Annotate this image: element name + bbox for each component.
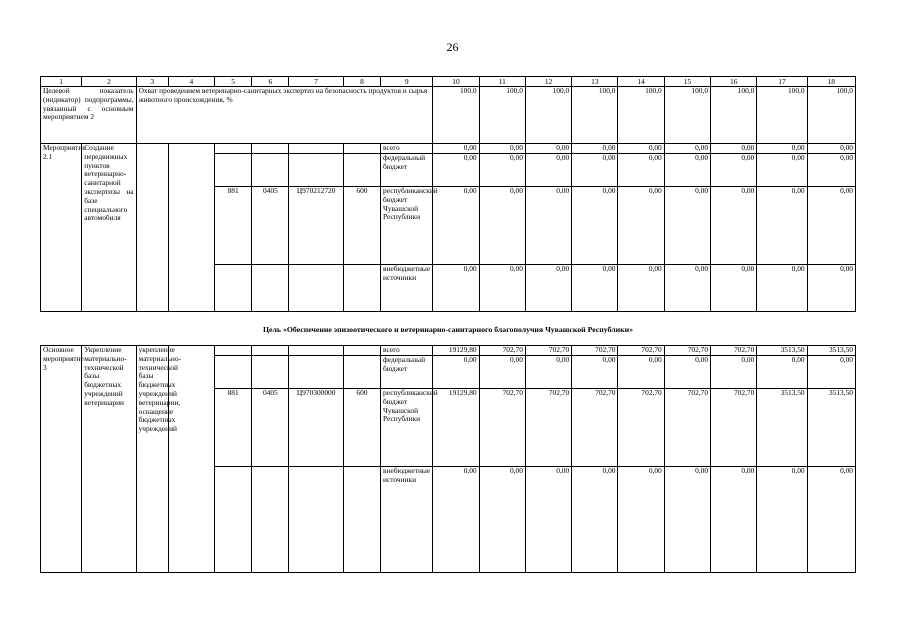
value-cell: 0,00 <box>618 467 664 573</box>
value-cell: 702,70 <box>618 389 664 467</box>
value-cell: 0,00 <box>618 154 664 187</box>
code-expense-type: 600 <box>343 389 380 467</box>
value-cell: 0,00 <box>757 467 807 573</box>
table-row <box>41 346 856 356</box>
col-number: 9 <box>381 77 433 87</box>
funding-source: внебюджетные источники <box>381 467 433 573</box>
col-number: 7 <box>289 77 343 87</box>
budget-table-part1 <box>40 76 856 312</box>
col-number: 5 <box>215 77 252 87</box>
indicator-value: 100,0 <box>618 87 664 144</box>
col-number: 10 <box>433 77 479 87</box>
value-cell: 702,70 <box>711 346 757 356</box>
value-cell: 3513,50 <box>807 389 855 467</box>
value-cell: 0,00 <box>711 187 757 265</box>
value-cell: 0,00 <box>479 265 525 312</box>
funding-source: федеральный бюджет <box>381 154 433 187</box>
value-cell: 0,00 <box>618 356 664 389</box>
funding-source: республиканский бюджет Чувашской Республики <box>381 389 433 467</box>
value-cell: 0,00 <box>711 356 757 389</box>
value-cell: 0,00 <box>433 356 479 389</box>
value-cell: 702,70 <box>664 346 710 356</box>
value-cell: 0,00 <box>433 144 479 154</box>
col-number: 13 <box>572 77 618 87</box>
funding-source: всего <box>381 144 433 154</box>
activity-result <box>136 144 168 312</box>
value-cell: 0,00 <box>479 144 525 154</box>
col-number: 2 <box>82 77 136 87</box>
value-cell: 0,00 <box>433 265 479 312</box>
value-cell: 0,00 <box>479 154 525 187</box>
value-cell: 702,70 <box>618 346 664 356</box>
activity-type: Мероприятие 2.1 <box>41 144 82 312</box>
value-cell: 702,70 <box>572 346 618 356</box>
value-cell: 0,00 <box>479 187 525 265</box>
indicator-text: Охват проведением ветеринарно-санитарных экспертиз на безопасность продуктов и сырья животного происхождения, % <box>136 87 433 144</box>
value-cell: 0,00 <box>479 356 525 389</box>
value-cell: 702,70 <box>525 389 571 467</box>
value-cell: 0,00 <box>433 467 479 573</box>
col-number: 11 <box>479 77 525 87</box>
value-cell: 0,00 <box>525 356 571 389</box>
value-cell: 3513,50 <box>757 389 807 467</box>
column-number-row <box>41 77 856 87</box>
col-number: 3 <box>136 77 168 87</box>
code-section: 0405 <box>252 389 289 467</box>
value-cell: 19129,80 <box>433 346 479 356</box>
value-cell: 702,70 <box>479 346 525 356</box>
value-cell: 0,00 <box>572 154 618 187</box>
value-cell: 702,70 <box>711 389 757 467</box>
col-number: 8 <box>343 77 380 87</box>
value-cell: 0,00 <box>433 154 479 187</box>
value-cell: 0,00 <box>618 187 664 265</box>
indicator-label: Целевой показатель (индикатор) подпрограммы, увязанный с основным мероприятием 2 <box>41 87 137 144</box>
value-cell: 0,00 <box>757 187 807 265</box>
budget-table-part2 <box>40 345 856 573</box>
indicator-value: 100,0 <box>757 87 807 144</box>
value-cell: 3513,50 <box>807 346 855 356</box>
value-cell: 0,00 <box>711 265 757 312</box>
value-cell: 0,00 <box>572 144 618 154</box>
value-cell: 0,00 <box>757 265 807 312</box>
activity-name: Укрепление материально-технической базы бюджетных учреждений ветеринарии <box>82 346 136 573</box>
code-expense-type: 600 <box>343 187 380 265</box>
value-cell: 0,00 <box>664 467 710 573</box>
activity-name: Создание передвижных пунктов ветеринарно-санитарной экспертизы на базе специального автомобиля <box>82 144 136 312</box>
col-number: 6 <box>252 77 289 87</box>
activity-executor <box>168 346 214 573</box>
goal-heading: Цель «Обеспечение эпизоотического и ветеринарно-санитарного благополучия Чувашской Республики» <box>262 325 633 334</box>
col-number: 14 <box>618 77 664 87</box>
value-cell: 0,00 <box>711 144 757 154</box>
funding-source: внебюджетные источники <box>381 265 433 312</box>
indicator-value: 100,0 <box>572 87 618 144</box>
value-cell: 0,00 <box>525 467 571 573</box>
value-cell: 0,00 <box>807 144 855 154</box>
value-cell: 0,00 <box>757 154 807 187</box>
activity-result: укрепление материально-технической базы бюджетных учреждений ветеринарии, оснащение бюджетных учреждений <box>136 346 168 573</box>
value-cell: 0,00 <box>711 154 757 187</box>
value-cell: 19129,80 <box>433 389 479 467</box>
value-cell: 0,00 <box>664 356 710 389</box>
col-number: 1 <box>41 77 82 87</box>
value-cell: 702,70 <box>479 389 525 467</box>
code-target: Ц970300000 <box>289 389 343 467</box>
col-number: 12 <box>525 77 571 87</box>
indicator-row <box>41 87 856 144</box>
code-target: Ц970212720 <box>289 187 343 265</box>
value-cell: 0,00 <box>525 154 571 187</box>
activity-executor <box>168 144 214 312</box>
col-number: 16 <box>711 77 757 87</box>
funding-source: федеральный бюджет <box>381 356 433 389</box>
value-cell: 0,00 <box>525 144 571 154</box>
code-section: 0405 <box>252 187 289 265</box>
value-cell: 0,00 <box>664 265 710 312</box>
value-cell: 0,00 <box>664 154 710 187</box>
value-cell: 702,70 <box>525 346 571 356</box>
value-cell: 702,70 <box>664 389 710 467</box>
value-cell: 0,00 <box>807 356 855 389</box>
value-cell: 0,00 <box>757 144 807 154</box>
value-cell: 0,00 <box>664 187 710 265</box>
indicator-value: 100,0 <box>525 87 571 144</box>
value-cell: 0,00 <box>572 467 618 573</box>
table-row <box>41 144 856 154</box>
indicator-value: 100,0 <box>479 87 525 144</box>
col-number: 15 <box>664 77 710 87</box>
code-admin: 881 <box>215 187 252 265</box>
indicator-value: 100,0 <box>807 87 855 144</box>
funding-source: всего <box>381 346 433 356</box>
value-cell: 0,00 <box>572 187 618 265</box>
funding-source: республиканский бюджет Чувашской Республики <box>381 187 433 265</box>
value-cell: 0,00 <box>664 144 710 154</box>
code-admin: 881 <box>215 389 252 467</box>
value-cell: 3513,50 <box>757 346 807 356</box>
indicator-value: 100,0 <box>433 87 479 144</box>
value-cell: 0,00 <box>479 467 525 573</box>
activity-type: Основное мероприятие 3 <box>41 346 82 573</box>
value-cell: 0,00 <box>572 356 618 389</box>
col-number: 18 <box>807 77 855 87</box>
value-cell: 0,00 <box>807 154 855 187</box>
col-number: 17 <box>757 77 807 87</box>
value-cell: 702,70 <box>572 389 618 467</box>
value-cell: 0,00 <box>525 187 571 265</box>
indicator-value: 100,0 <box>664 87 710 144</box>
page-number: 26 <box>446 40 459 54</box>
indicator-value: 100,0 <box>711 87 757 144</box>
value-cell: 0,00 <box>757 356 807 389</box>
value-cell: 0,00 <box>572 265 618 312</box>
value-cell: 0,00 <box>711 467 757 573</box>
value-cell: 0,00 <box>618 265 664 312</box>
value-cell: 0,00 <box>807 467 855 573</box>
value-cell: 0,00 <box>525 265 571 312</box>
value-cell: 0,00 <box>433 187 479 265</box>
value-cell: 0,00 <box>807 265 855 312</box>
col-number: 4 <box>168 77 214 87</box>
value-cell: 0,00 <box>618 144 664 154</box>
value-cell: 0,00 <box>807 187 855 265</box>
